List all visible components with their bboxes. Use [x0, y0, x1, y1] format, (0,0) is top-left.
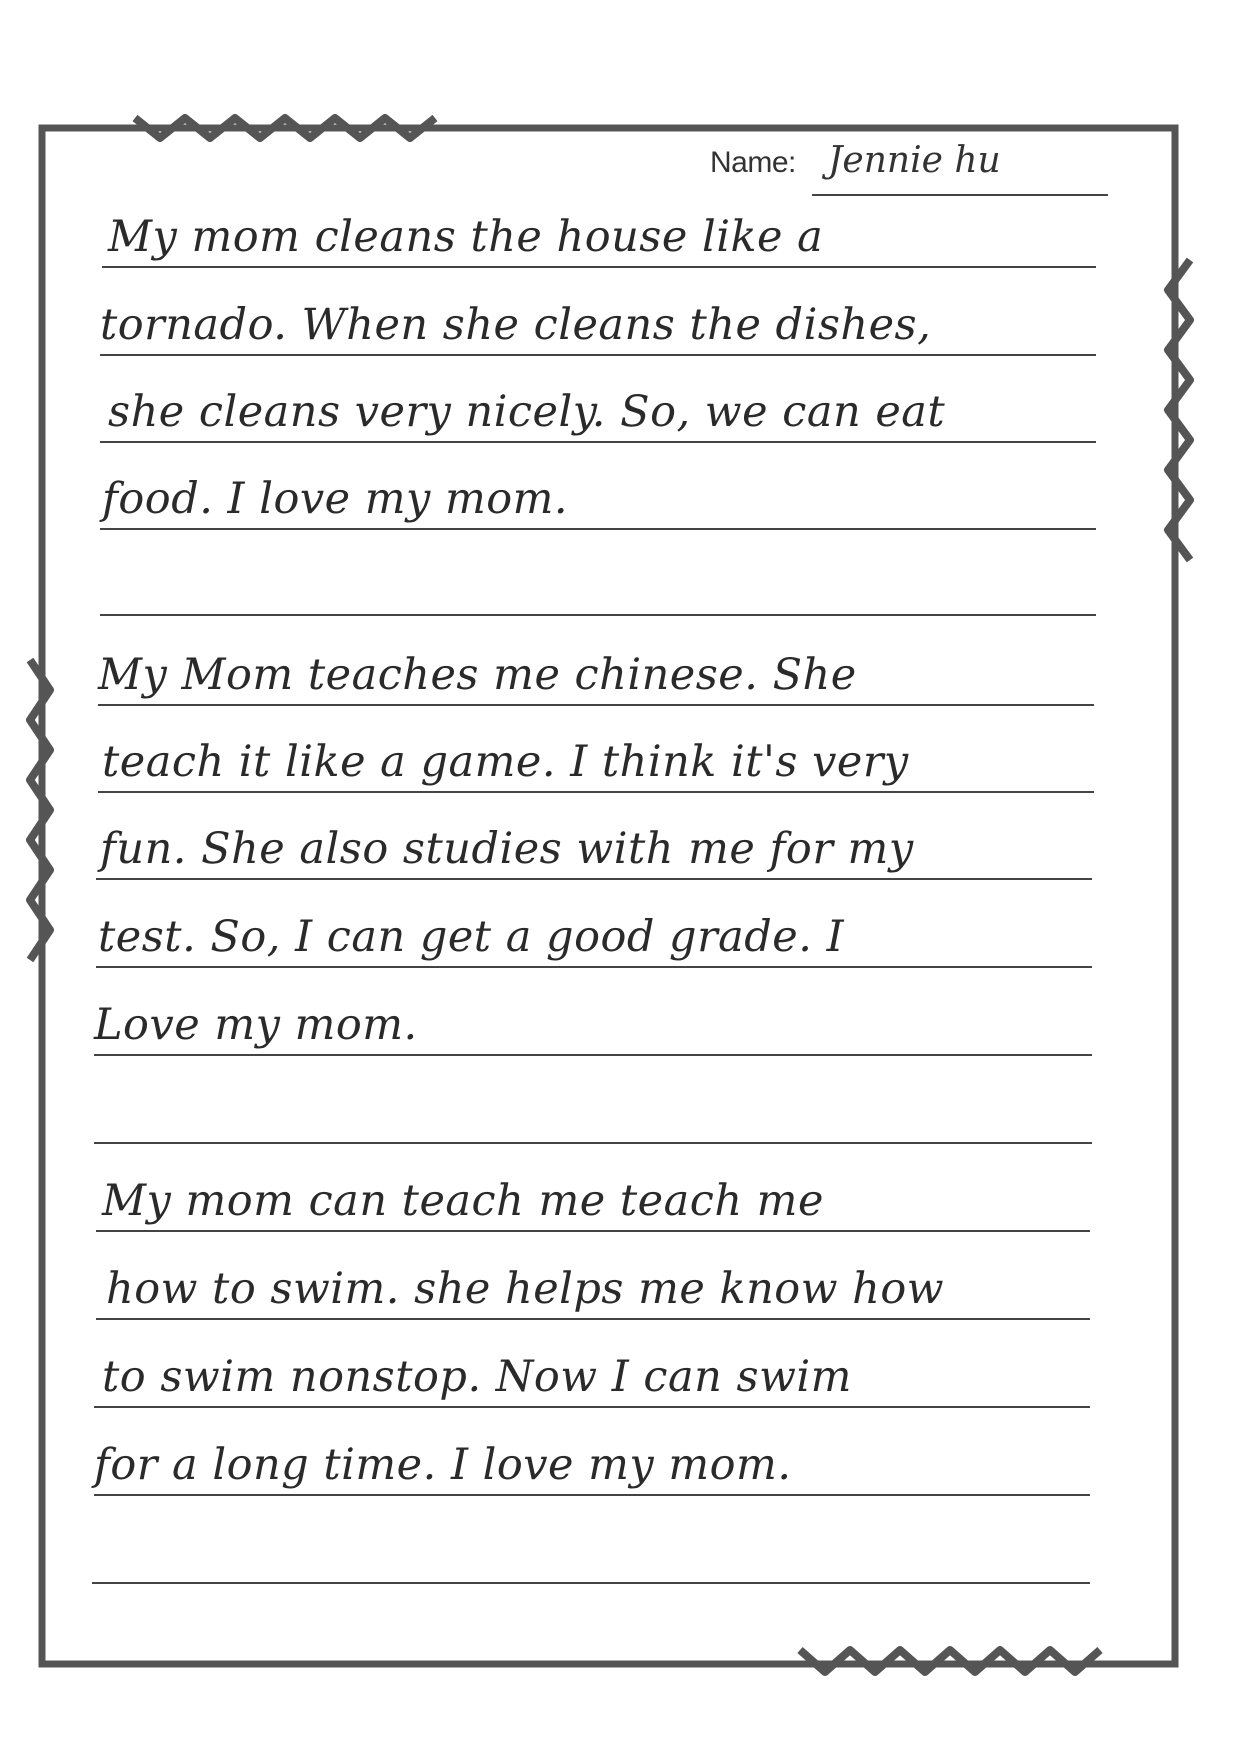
writing-line	[100, 441, 1096, 443]
writing-line	[96, 1230, 1090, 1232]
paragraph-1-line-2: tornado. When she cleans the dishes,	[100, 300, 932, 350]
student-name: Jennie hu	[828, 140, 1001, 181]
writing-line	[92, 1582, 1090, 1584]
zigzag-right	[1168, 260, 1190, 560]
paragraph-3-line-4: for a long time. I love my mom.	[94, 1440, 792, 1490]
frame-border	[42, 128, 1175, 1664]
writing-line	[94, 1142, 1092, 1144]
paragraph-2-line-1: My Mom teaches me chinese. She	[98, 650, 857, 700]
paragraph-2-line-3: fun. She also studies with me for my	[100, 824, 914, 874]
paragraph-1-line-1: My mom cleans the house like a	[108, 212, 824, 262]
paragraph-3-line-3: to swim nonstop. Now I can swim	[102, 1352, 852, 1402]
writing-line	[96, 966, 1092, 968]
writing-line	[94, 1406, 1090, 1408]
writing-line	[100, 354, 1096, 356]
writing-line	[102, 266, 1096, 268]
writing-line	[94, 1054, 1092, 1056]
name-label: Name:	[710, 146, 796, 179]
writing-line	[100, 614, 1096, 616]
paragraph-1-line-4: food. I love my mom.	[102, 474, 569, 524]
paragraph-3-line-2: how to swim. she helps me know how	[106, 1264, 945, 1314]
paragraph-1-line-3: she cleans very nicely. So, we can eat	[108, 387, 946, 437]
writing-line	[96, 878, 1092, 880]
paragraph-2-line-4: test. So, I can get a good grade. I	[98, 912, 845, 962]
writing-line	[96, 1318, 1090, 1320]
paragraph-3-line-1: My mom can teach me teach me	[102, 1176, 824, 1226]
name-underline	[812, 194, 1108, 196]
paragraph-2-line-5: Love my mom.	[94, 1000, 418, 1050]
paragraph-2-line-2: teach it like a game. I think it's very	[102, 737, 909, 787]
writing-line	[98, 791, 1094, 793]
writing-line	[100, 528, 1096, 530]
writing-line	[94, 1494, 1090, 1496]
writing-line	[98, 704, 1094, 706]
